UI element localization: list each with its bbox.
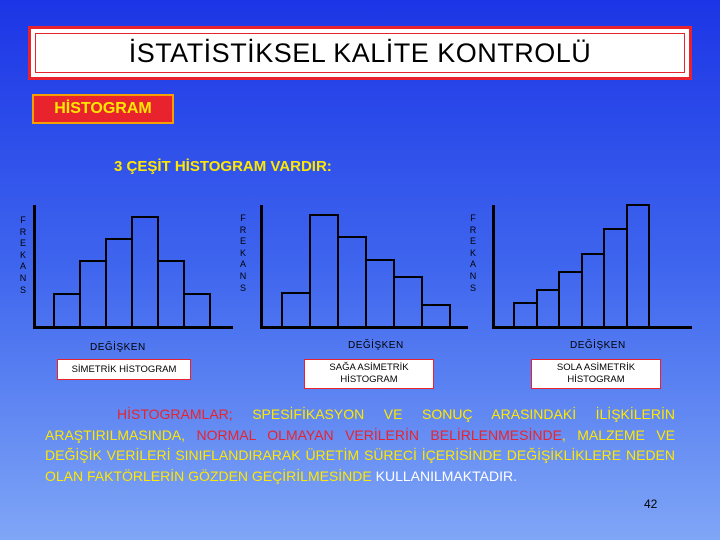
description-paragraph xyxy=(45,404,675,486)
y-axis-letter: K xyxy=(19,249,26,260)
y-axis-letter: K xyxy=(469,247,476,258)
description-text: SPESİFİKASYON VE SONUÇ ARASINDAKİ İLİŞKİLERİN ARAŞTIRILMASINDA, xyxy=(45,406,675,443)
title-box xyxy=(28,26,692,80)
histogram-bar xyxy=(183,293,211,328)
histogram-bar xyxy=(393,276,423,328)
page-title: İSTATİSTİKSEL KALİTE KONTROLÜ xyxy=(128,37,592,68)
histogram-bar xyxy=(365,259,395,328)
histogram-bar xyxy=(131,216,159,328)
page-number: 42 xyxy=(644,497,658,511)
y-axis-letter: N xyxy=(239,270,247,281)
y-axis-letter: E xyxy=(469,236,476,247)
x-axis-label: DEĞİŞKEN xyxy=(348,340,404,351)
x-axis-label: DEĞİŞKEN xyxy=(90,342,146,353)
histogram-bar xyxy=(53,293,81,328)
y-axis-letter: N xyxy=(469,270,477,281)
histogram-bar xyxy=(281,292,311,328)
y-axis-letter: S xyxy=(19,284,26,295)
histogram-bar xyxy=(337,236,367,328)
description-term: HİSTOGRAMLAR; xyxy=(117,406,233,422)
histogram-bar xyxy=(513,302,538,328)
histogram-subtitle: HİSTOGRAM xyxy=(32,94,174,124)
y-axis-letter: N xyxy=(19,272,27,283)
description-highlight: NORMAL OLMAYAN VERİLERİN BELİRLENMESİNDE xyxy=(196,426,562,443)
y-axis-letter: R xyxy=(469,224,477,235)
y-axis xyxy=(260,205,263,329)
y-axis xyxy=(492,205,495,329)
histogram-bar xyxy=(421,304,451,328)
y-axis-letter: A xyxy=(239,259,246,270)
y-axis-letter: F xyxy=(20,215,26,225)
histogram-type-label: SOLA ASİMETRİK HİSTOGRAM xyxy=(531,359,661,389)
histogram-bar xyxy=(79,260,107,328)
y-axis-letter: K xyxy=(239,247,246,258)
y-axis-letter: R xyxy=(239,224,247,235)
histogram-bar xyxy=(536,289,561,328)
y-axis-label xyxy=(238,213,248,294)
y-axis-letter: R xyxy=(19,226,27,237)
histogram-type-label: SİMETRİK HİSTOGRAM xyxy=(57,359,191,380)
y-axis-letter: E xyxy=(239,236,246,247)
y-axis-letter: A xyxy=(469,259,476,270)
y-axis-letter: E xyxy=(19,238,26,249)
description-text: , MALZEME VE DEĞİŞİK VERİLERİ SINIFLANDIRARAK ÜRETİM SÜRECİ İÇERİSİNDE DEĞİŞİKLİKLERE NEDEN OLAN FAKTÖRLERİN GÖZDEN GEÇİRİLMESİNDE xyxy=(45,426,675,484)
y-axis-letter: F xyxy=(240,213,246,223)
histogram-bar xyxy=(603,228,628,328)
histogram-bar xyxy=(626,204,651,328)
y-axis-label xyxy=(468,213,478,294)
histogram-bar xyxy=(558,271,583,328)
y-axis xyxy=(33,205,36,329)
description-text: KULLANILMAKTADIR. xyxy=(371,467,517,484)
x-axis-label: DEĞİŞKEN xyxy=(570,340,626,351)
y-axis-label xyxy=(18,215,28,296)
histogram-bar xyxy=(309,214,339,328)
y-axis-letter: F xyxy=(470,213,476,223)
histogram-bar xyxy=(105,238,133,328)
histogram-bar xyxy=(581,253,606,328)
section-heading: 3 ÇEŞİT HİSTOGRAM VARDIR: xyxy=(114,158,332,175)
y-axis-letter: A xyxy=(19,261,26,272)
y-axis-letter: S xyxy=(469,282,476,293)
y-axis-letter: S xyxy=(239,282,246,293)
histogram-bar xyxy=(157,260,185,328)
histogram-type-label: SAĞA ASİMETRİK HİSTOGRAM xyxy=(304,359,434,389)
